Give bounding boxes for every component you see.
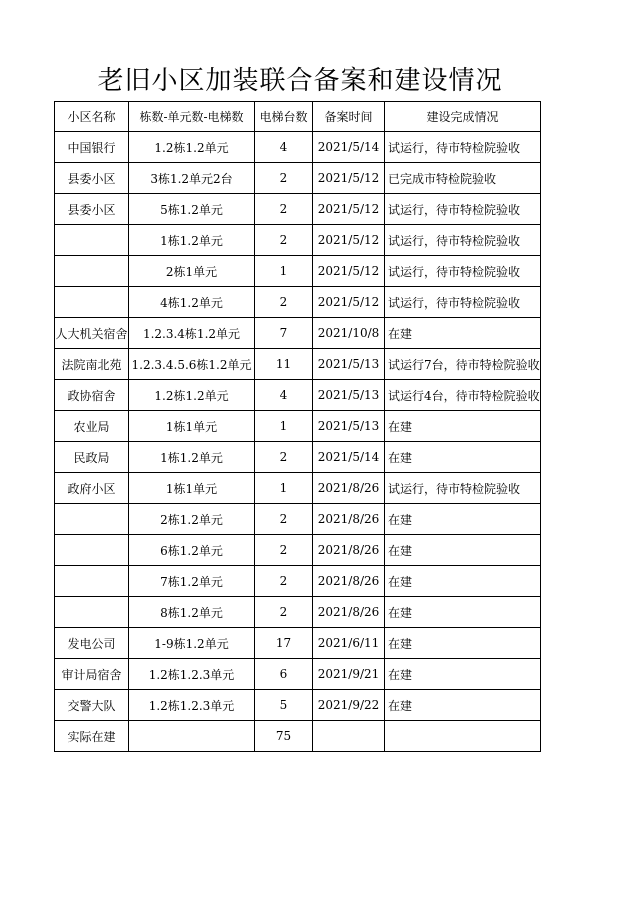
cell-units: 3栋1.2单元2台 [129, 163, 255, 194]
cell-status: 在建 [385, 659, 541, 690]
cell-name [55, 287, 129, 318]
cell-count: 6 [255, 659, 313, 690]
cell-count: 2 [255, 597, 313, 628]
cell-units [129, 721, 255, 752]
cell-name: 交警大队 [55, 690, 129, 721]
cell-count: 1 [255, 473, 313, 504]
cell-status: 在建 [385, 442, 541, 473]
cell-count: 2 [255, 287, 313, 318]
cell-name: 农业局 [55, 411, 129, 442]
cell-units: 1.2.3.4.5.6栋1.2单元 [129, 349, 255, 380]
cell-status: 在建 [385, 318, 541, 349]
cell-status: 试运行，待市特检院验收 [385, 132, 541, 163]
cell-units: 2栋1.2单元 [129, 504, 255, 535]
cell-units: 1.2栋1.2.3单元 [129, 690, 255, 721]
cell-name: 中国银行 [55, 132, 129, 163]
cell-date: 2021/5/14 [313, 442, 385, 473]
table-row [55, 628, 541, 659]
table-row [55, 659, 541, 690]
cell-date: 2021/8/26 [313, 535, 385, 566]
table-row [55, 132, 541, 163]
cell-count: 11 [255, 349, 313, 380]
cell-name [55, 535, 129, 566]
cell-date: 2021/5/13 [313, 411, 385, 442]
cell-date: 2021/9/22 [313, 690, 385, 721]
cell-date: 2021/5/12 [313, 287, 385, 318]
cell-units: 1栋1单元 [129, 473, 255, 504]
cell-count: 5 [255, 690, 313, 721]
cell-units: 1.2栋1.2单元 [129, 380, 255, 411]
cell-status: 在建 [385, 597, 541, 628]
cell-units: 1栋1.2单元 [129, 442, 255, 473]
cell-status: 试运行4台，待市特检院验收 [385, 380, 541, 411]
table-row [55, 225, 541, 256]
table-row [55, 566, 541, 597]
cell-status: 试运行，待市特检院验收 [385, 225, 541, 256]
cell-name: 实际在建 [55, 721, 129, 752]
cell-count: 2 [255, 535, 313, 566]
cell-status: 在建 [385, 690, 541, 721]
header-status: 建设完成情况 [385, 102, 541, 132]
record-table [54, 101, 541, 752]
cell-units: 4栋1.2单元 [129, 287, 255, 318]
header-units: 栋数-单元数-电梯数 [129, 102, 255, 132]
cell-status: 在建 [385, 535, 541, 566]
cell-units: 8栋1.2单元 [129, 597, 255, 628]
cell-status [385, 721, 541, 752]
cell-name [55, 566, 129, 597]
total-row [55, 721, 541, 752]
table-row [55, 442, 541, 473]
table-row [55, 256, 541, 287]
cell-count: 17 [255, 628, 313, 659]
cell-count: 1 [255, 256, 313, 287]
table-row [55, 194, 541, 225]
cell-name: 政协宿舍 [55, 380, 129, 411]
table-row [55, 349, 541, 380]
cell-count: 4 [255, 132, 313, 163]
cell-status: 试运行，待市特检院验收 [385, 287, 541, 318]
cell-name [55, 225, 129, 256]
cell-name [55, 504, 129, 535]
cell-units: 6栋1.2单元 [129, 535, 255, 566]
cell-units: 1.2栋1.2单元 [129, 132, 255, 163]
cell-name [55, 597, 129, 628]
cell-date: 2021/8/26 [313, 504, 385, 535]
cell-name: 县委小区 [55, 194, 129, 225]
cell-units: 7栋1.2单元 [129, 566, 255, 597]
cell-status: 试运行，待市特检院验收 [385, 256, 541, 287]
cell-name: 发电公司 [55, 628, 129, 659]
cell-units: 1栋1.2单元 [129, 225, 255, 256]
cell-date: 2021/5/12 [313, 194, 385, 225]
header-count: 电梯台数 [255, 102, 313, 132]
cell-units: 1.2栋1.2.3单元 [129, 659, 255, 690]
cell-status: 已完成市特检院验收 [385, 163, 541, 194]
cell-count: 7 [255, 318, 313, 349]
cell-date: 2021/5/13 [313, 380, 385, 411]
cell-units: 2栋1单元 [129, 256, 255, 287]
cell-count: 2 [255, 504, 313, 535]
cell-date: 2021/10/8 [313, 318, 385, 349]
table-row [55, 163, 541, 194]
page-title: 老旧小区加装联合备案和建设情况 [97, 66, 503, 96]
cell-name: 县委小区 [55, 163, 129, 194]
cell-units: 1.2.3.4栋1.2单元 [129, 318, 255, 349]
header-name: 小区名称 [55, 102, 129, 132]
table-row [55, 504, 541, 535]
cell-status: 试运行7台，待市特检院验收 [385, 349, 541, 380]
cell-count: 1 [255, 411, 313, 442]
table-row [55, 473, 541, 504]
cell-status: 在建 [385, 504, 541, 535]
cell-count: 2 [255, 566, 313, 597]
cell-status: 在建 [385, 411, 541, 442]
cell-name: 审计局宿舍 [55, 659, 129, 690]
cell-name: 法院南北苑 [55, 349, 129, 380]
cell-status: 在建 [385, 566, 541, 597]
table-row [55, 318, 541, 349]
table-row [55, 380, 541, 411]
cell-name: 人大机关宿舍 [55, 318, 129, 349]
cell-count: 75 [255, 721, 313, 752]
cell-date: 2021/8/26 [313, 473, 385, 504]
cell-date: 2021/5/12 [313, 163, 385, 194]
cell-units: 1栋1单元 [129, 411, 255, 442]
cell-name: 民政局 [55, 442, 129, 473]
cell-date: 2021/5/14 [313, 132, 385, 163]
cell-date: 2021/5/13 [313, 349, 385, 380]
cell-status: 在建 [385, 628, 541, 659]
cell-name: 政府小区 [55, 473, 129, 504]
cell-date: 2021/8/26 [313, 566, 385, 597]
table-row [55, 535, 541, 566]
cell-count: 2 [255, 442, 313, 473]
cell-count: 2 [255, 163, 313, 194]
cell-count: 4 [255, 380, 313, 411]
cell-count: 2 [255, 225, 313, 256]
cell-status: 试运行，待市特检院验收 [385, 473, 541, 504]
table-row [55, 287, 541, 318]
table-row [55, 597, 541, 628]
cell-units: 5栋1.2单元 [129, 194, 255, 225]
cell-count: 2 [255, 194, 313, 225]
cell-date: 2021/6/11 [313, 628, 385, 659]
header-row [55, 102, 541, 132]
cell-units: 1-9栋1.2单元 [129, 628, 255, 659]
cell-date: 2021/5/12 [313, 256, 385, 287]
header-date: 备案时间 [313, 102, 385, 132]
cell-status: 试运行，待市特检院验收 [385, 194, 541, 225]
table-row [55, 411, 541, 442]
cell-date [313, 721, 385, 752]
cell-date: 2021/5/12 [313, 225, 385, 256]
cell-date: 2021/8/26 [313, 597, 385, 628]
table-row [55, 690, 541, 721]
cell-name [55, 256, 129, 287]
cell-date: 2021/9/21 [313, 659, 385, 690]
